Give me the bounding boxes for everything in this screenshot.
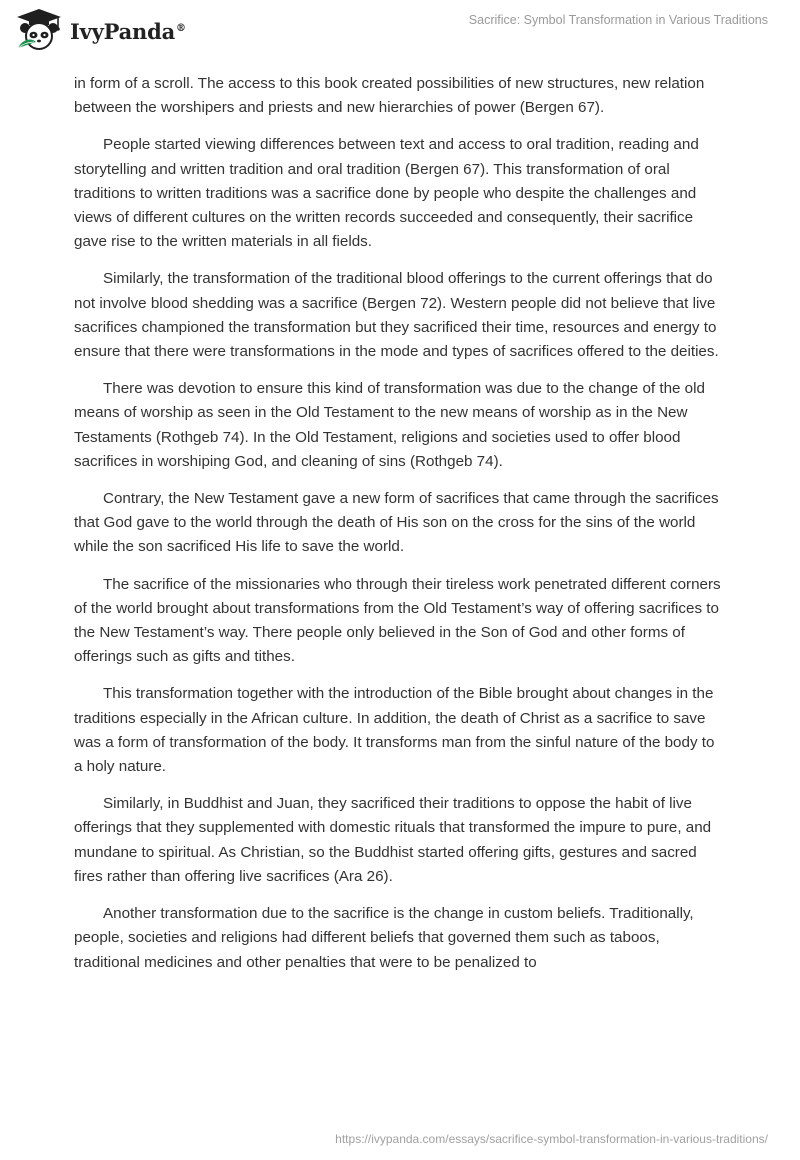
ivypanda-logo[interactable] xyxy=(14,8,186,52)
document-title: Sacrifice: Symbol Transformation in Various Traditions xyxy=(468,13,768,27)
paragraph-7: This transformation together with the introduction of the Bible brought about changes in the traditions especially in the African culture. In addition, the death of Christ as a sacrifice to save was a form of transformation of the body. It transforms man from the sinful nature of the body to a holy nature. xyxy=(74,685,715,776)
registered-mark: ® xyxy=(176,22,186,34)
panda-graduate-icon xyxy=(14,8,64,52)
paragraph-5: Contrary, the New Testament gave a new form of sacrifices that came through the sacrifices that God gave to the world through the death of His son on the cross for the sins of the world while the son sacrificed His life to save the world. xyxy=(74,490,719,556)
source-url[interactable]: https://ivypanda.com/essays/sacrifice-symbol-transformation-in-various-traditions/ xyxy=(335,1132,768,1146)
brand-name-text: IvyPanda xyxy=(70,18,176,44)
paragraph-2: People started viewing differences between text and access to oral tradition, reading and storytelling and written tradition and oral tradition (Bergen 67). This transformation of oral traditions to written traditions was a sacrifice done by people who despite the challenges and views of different cultures on the written records succeeded and consequently, their sacrifice gave rise to the written materials in all fields. xyxy=(74,136,699,251)
paragraph-1: in form of a scroll. The access to this book created possibilities of new structures, new relation between the worshipers and priests and new hierarchies of power (Bergen 67). xyxy=(74,75,705,117)
paragraph-9: Another transformation due to the sacrifice is the change in custom beliefs. Traditionally, people, societies and religions had different beliefs that governed them such as taboos, traditional medicines and other penalties that were to be penalized to xyxy=(74,905,694,971)
paragraph-8: Similarly, in Buddhist and Juan, they sacrificed their traditions to oppose the habit of live offerings that they supplemented with domestic rituals that transformed the impure to pure, and mundane to spiritual. As Christian, so the Buddhist started offering gifts, gestures and sacred fires rather than offering live sacrifices (Ara 26). xyxy=(74,795,712,885)
essay-body xyxy=(74,72,724,988)
page-header xyxy=(0,0,800,64)
brand-name xyxy=(70,19,186,44)
paragraph-4: There was devotion to ensure this kind of transformation was due to the change of the old means of worship as seen in the Old Testament to the new means of worship as in the New Testaments (Rothgeb 74). In the Old Testament, religions and societies used to offer blood sacrifices in worshiping God, and cleaning of sins (Rothgeb 74). xyxy=(74,380,705,470)
paragraph-3: Similarly, the transformation of the traditional blood offerings to the current offerings that do not involve blood shedding was a sacrifice (Bergen 72). Western people did not believe that live sacrifices championed the transformation but they sacrificed their time, resources and energy to ensure that there were transformations in the mode and types of sacrifices offered to the deities. xyxy=(74,270,719,361)
paragraph-6: The sacrifice of the missionaries who through their tireless work penetrated different corners of the world brought about transformations from the Old Testament’s way of offering sacrifices to the New Testament’s way. There people only believed in the Son of God and other forms of offerings such as gifts and tithes. xyxy=(74,575,721,666)
